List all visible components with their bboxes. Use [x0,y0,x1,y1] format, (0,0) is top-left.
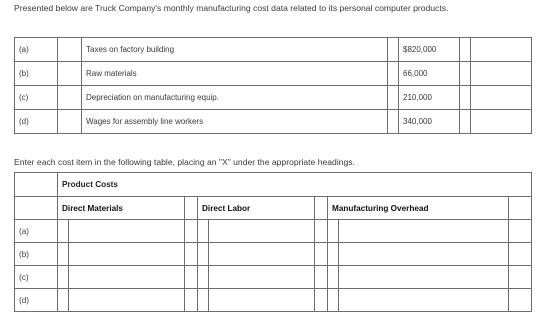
direct-labor-answer-cell[interactable] [209,289,315,312]
blank-cell [58,220,69,243]
blank-cell [58,289,69,312]
manufacturing-overhead-answer-cell[interactable] [339,289,509,312]
direct-materials-answer-cell[interactable] [69,243,185,266]
blank-cell [198,266,209,289]
blank-cell [328,289,339,312]
cost-amount: 340,000 [399,110,460,134]
table-row [15,220,532,243]
blank-cell [460,62,471,86]
blank-cell [185,266,198,289]
blank-cell [328,266,339,289]
column-header-row [15,197,532,220]
cost-amount: $820,000 [399,38,460,62]
blank-cell [471,86,532,110]
cost-description: Taxes on factory building [82,38,388,62]
blank-cell [471,38,532,62]
manufacturing-overhead-answer-cell[interactable] [339,220,509,243]
product-costs-header: Product Costs [58,173,532,197]
intro-text: Presented below are Truck Company's monthly manufacturing cost data related to its personal computer products. [14,3,449,13]
blank-cell [471,110,532,134]
group-header-row [15,173,532,197]
blank-cell [185,197,198,220]
table-row [15,86,532,110]
cost-description: Depreciation on manufacturing equip. [82,86,388,110]
blank-cell [58,38,82,62]
table-row [15,289,532,312]
cost-amount: 210,000 [399,86,460,110]
blank-cell [198,289,209,312]
direct-materials-header: Direct Materials [58,197,185,220]
blank-cell [388,86,399,110]
instruction-text: Enter each cost item in the following table, placing an "X" under the appropriate headings. [14,157,355,167]
blank-cell [58,243,69,266]
manufacturing-overhead-answer-cell[interactable] [339,266,509,289]
blank-cell [509,266,532,289]
table-row [15,266,532,289]
blank-cell [198,220,209,243]
direct-materials-answer-cell[interactable] [69,289,185,312]
blank-cell [15,197,58,220]
table-row [15,243,532,266]
blank-cell [315,266,328,289]
row-label: (a) [15,220,58,243]
blank-cell [509,289,532,312]
blank-cell [328,220,339,243]
direct-labor-answer-cell[interactable] [209,220,315,243]
classification-table [14,172,532,312]
blank-cell [388,110,399,134]
blank-cell [185,289,198,312]
cost-data-table [14,37,532,134]
blank-cell [58,110,82,134]
table-row [15,62,532,86]
table-row [15,38,532,62]
blank-cell [185,220,198,243]
cost-amount: 66,000 [399,62,460,86]
direct-materials-answer-cell[interactable] [69,266,185,289]
blank-cell [315,289,328,312]
blank-cell [58,266,69,289]
row-label: (a) [15,38,58,62]
blank-cell [185,243,198,266]
blank-cell [509,220,532,243]
row-label: (b) [15,62,58,86]
row-label: (b) [15,243,58,266]
blank-cell [58,86,82,110]
direct-labor-answer-cell[interactable] [209,266,315,289]
cost-description: Raw materials [82,62,388,86]
direct-labor-answer-cell[interactable] [209,243,315,266]
blank-cell [471,62,532,86]
row-label: (c) [15,86,58,110]
blank-cell [509,243,532,266]
blank-cell [509,197,532,220]
blank-cell [58,62,82,86]
row-label: (d) [15,289,58,312]
blank-cell [328,243,339,266]
manufacturing-overhead-header: Manufacturing Overhead [328,197,509,220]
blank-cell [460,86,471,110]
blank-cell [460,110,471,134]
table-row [15,110,532,134]
blank-cell [15,173,58,197]
manufacturing-overhead-answer-cell[interactable] [339,243,509,266]
row-label: (c) [15,266,58,289]
blank-cell [198,243,209,266]
blank-cell [388,38,399,62]
blank-cell [315,197,328,220]
direct-labor-header: Direct Labor [198,197,315,220]
cost-description: Wages for assembly line workers [82,110,388,134]
blank-cell [315,243,328,266]
row-label: (d) [15,110,58,134]
direct-materials-answer-cell[interactable] [69,220,185,243]
blank-cell [315,220,328,243]
blank-cell [388,62,399,86]
blank-cell [460,38,471,62]
